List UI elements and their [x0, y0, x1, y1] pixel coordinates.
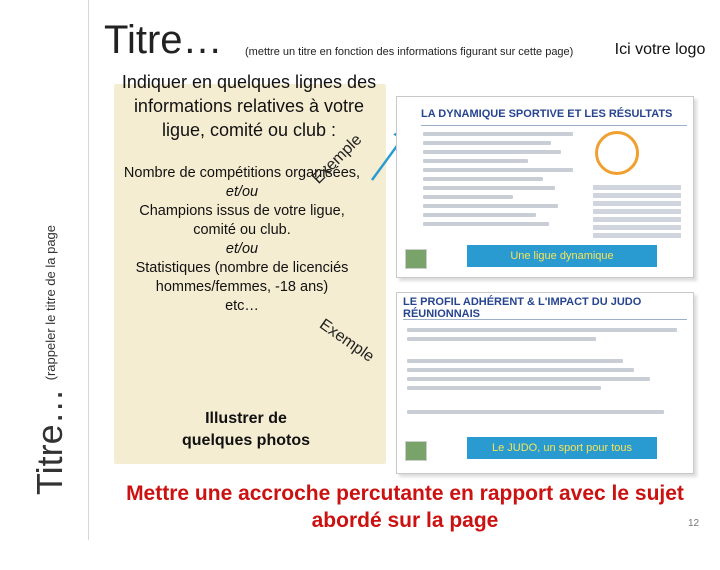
thumbnail-heading: LE PROFIL ADHÉRENT & L'IMPACT DU JUDO RÉUNIONNAIS [403, 297, 687, 320]
logo-placeholder: Ici votre logo [614, 41, 706, 58]
league-logo-icon [405, 441, 427, 461]
page-title: Titre… [104, 18, 223, 62]
or-label: et/ou [225, 184, 259, 200]
etc-line: etc… [225, 298, 259, 314]
thumbnail-heading: LA DYNAMIQUE SPORTIVE ET LES RÉSULTATS [421, 103, 687, 126]
thumbnail-text [407, 323, 677, 419]
competitions-line: Nombre de compétitions organisées, [123, 165, 361, 181]
ranking-table [593, 185, 681, 238]
league-logo-icon [405, 249, 427, 269]
hook-line: Mettre une accroche percutante en rapport avec le sujet abordé sur la page [126, 482, 684, 532]
intro-text: Indiquer en quelques lignes des informations relatives à votre ligue, comité ou club : [121, 72, 377, 140]
statistics-line: Statistiques (nombre de licenciés hommes/femmes, -18 ans) [135, 260, 349, 295]
or-label: et/ou [225, 241, 259, 257]
thumbnail-banner: Le JUDO, un sport pour tous [467, 437, 657, 459]
example-thumbnail-2 [396, 292, 694, 474]
champions-line: Champions issus de votre ligue, comité ou club. [139, 203, 345, 238]
olympic-logo-icon [595, 131, 639, 175]
side-title-note: (rappeler le titre de la page [42, 224, 58, 381]
example-label: Exemple [316, 316, 377, 366]
thumbnail-text [423, 127, 573, 231]
thumbnail-banner: Une ligue dynamique [467, 245, 657, 267]
example-thumbnail-1 [396, 96, 694, 278]
example-label: Exemple [309, 131, 366, 188]
page-subtitle: (mettre un titre en fonction des informations figurant sur cette page) [245, 46, 574, 58]
photos-hint: Illustrer de quelques photos [182, 410, 310, 449]
page-number: 12 [688, 518, 700, 529]
side-title-main: Titre… [29, 388, 70, 496]
